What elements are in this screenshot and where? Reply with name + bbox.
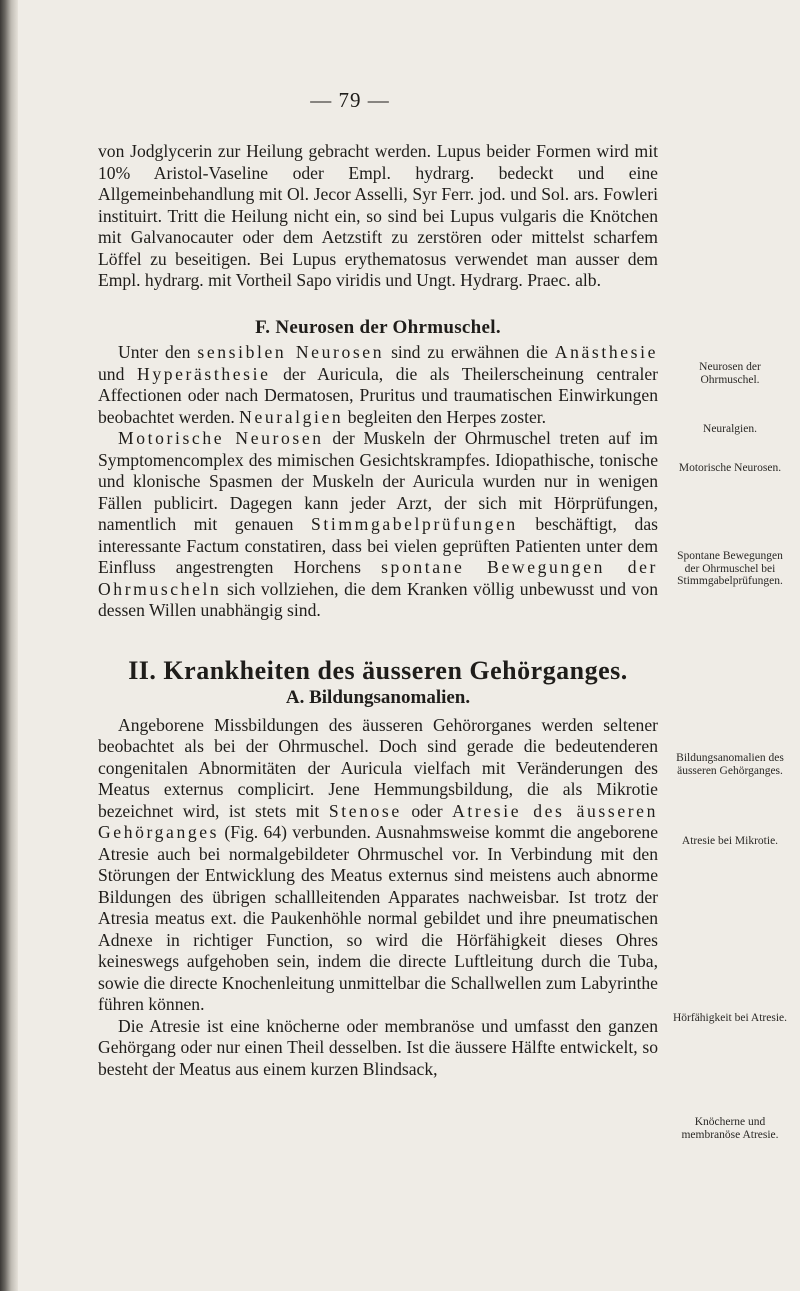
section-heading-F: F. Neurosen der Ohrmuschel. xyxy=(255,316,501,338)
book-binding-edge xyxy=(0,0,18,1291)
margin-note-neurosen: Neurosen der Ohrmuschel. xyxy=(699,361,761,386)
paragraph-missbildungen: Angeborene Missbildungen des äusseren Gehörorganes werden seltener beobachtet als bei der Ohrmuschel. Doch sind gerade die bedeutenderen congenitalen Abnormitäten der Auricula vielfach mit Veränderungen des Meatus externus complicirt. Jene Hemmungsbildung, die als Mikrotie bezeichnet wird, ist stets mit Stenose oder Atresie des äusseren Gehörganges (Fig. 64) verbunden. Ausnahmsweise kommt die angeborene Atresie auch bei normalgebildeter Ohrmuschel vor. In Verbindung mit den Störungen der Entwicklung des Meatus externus sind meistens auch abnorme Bildungen des übrigen schallleitenden Apparates nachweisbar. Ist trotz der Atresia meatus ext. die Paukenhöhle normal gebildet und ihre pneumatischen Adnexe in richtiger Function, so wird die Hörfähigkeit dieses Ohres keineswegs aufgehoben sein, indem die directe Luftleitung durch die Tuba, sowie die directe Knochenleitung unmittelbar die Schallwellen zum Labyrinthe führen können. xyxy=(98,714,658,1014)
margin-note-bildungsanomalien: Bildungsanomalien des äusseren Gehörganges. xyxy=(676,752,784,777)
margin-note-spontane-bewegungen: Spontane Bewegungen der Ohrmuschel bei Stimmgabelprüfungen. xyxy=(677,550,783,587)
section-heading-A: A. Bildungsanomalien. xyxy=(285,687,471,708)
main-text-column xyxy=(98,141,658,1080)
spaced-term: Motorische Neurosen xyxy=(118,428,324,448)
spaced-term: sensiblen Neurosen xyxy=(197,342,385,362)
paragraph-lupus-treatment: von Jodglycerin zur Heilung gebracht werden. Lupus beider Formen wird mit 10% Aristol-Vaseline oder Empl. hydrarg. bedeckt und eine Allgemeinbehandlung mit Ol. Jecor Asselli, Syr Ferr. jod. und Sol. ars. Fowleri instituirt. Tritt die Heilung nicht ein, so sind bei Lupus vulgaris die Knötchen mit Galvanocauter oder dem Aetzstift zu zerstören oder mittelst scharfem Löffel zu beseitigen. Bei Lupus erythematosus verwendet man ausser dem Empl. hydrarg. mit Vortheil Sapo viridis und Ungt. Hydrarg. Praec. alb. xyxy=(98,141,658,290)
spaced-term: spontane Bewegungen der Ohrmuscheln xyxy=(98,557,658,599)
margin-note-hoerfaehigkeit: Hörfähigkeit bei Atresie. xyxy=(672,1012,787,1024)
paragraph-atresie: Die Atresie ist eine knöcherne oder membranöse und umfasst den ganzen Gehörgang oder nur einen Theil desselben. Ist die äussere Hälfte entwickelt, so besteht der Meatus aus einem kurzen Blindsack, xyxy=(98,1015,658,1079)
paragraph-sensible-neurosen: Unter den sensiblen Neurosen sind zu erwähnen die Anästhesie und Hyperästhesie der Auricula, die als Theilerscheinung centraler Affectionen oder nach Dermatosen, Pruritus und traumatischen Einwirkungen beobachtet werden. Neuralgien begleiten den Herpes zoster. xyxy=(98,342,658,427)
spaced-term: Hyperästhesie xyxy=(137,363,271,384)
spaced-term: Stimmgabelprüfungen xyxy=(311,514,518,534)
page-number: — 79 — xyxy=(310,88,390,112)
margin-note-neuralgien: Neuralgien. xyxy=(703,423,757,435)
spaced-term: Anästhesie xyxy=(554,342,658,362)
spaced-term: Stenose xyxy=(328,800,402,821)
margin-note-atresie-mikrotie: Atresie bei Mikrotie. xyxy=(681,835,779,847)
spaced-term: Atresie des äusseren Gehörganges xyxy=(98,800,658,842)
margin-note-motorische: Motorische Neurosen. xyxy=(678,462,782,474)
spaced-term: Neuralgien xyxy=(239,406,344,427)
margin-note-knoecherne-atresie: Knöcherne und membranöse Atresie. xyxy=(681,1116,779,1141)
paragraph-motorische-neurosen: Motorische Neurosen der Muskeln der Ohrmuschel treten auf im Symptomencomplex des mimischen Gesichtskrampfes. Idiopathische, tonische und klonische Spasmen der Muskeln der Auricula wurden nur in wenigen Fällen publicirt. Dagegen kann jeder Arzt, der sich mit Hörprüfungen, namentlich mit genauen Stimmgabelprüfungen beschäftigt, das interessante Factum constatiren, dass bei vielen geprüften Patienten unter dem Einfluss angestrengten Horchens spontane Bewegungen der Ohrmuscheln sich vollziehen, die dem Kranken völlig unbewusst und von dessen Willen unabhängig sind. xyxy=(98,428,658,620)
chapter-heading-II: II. Krankheiten des äusseren Gehörganges. xyxy=(128,655,628,685)
